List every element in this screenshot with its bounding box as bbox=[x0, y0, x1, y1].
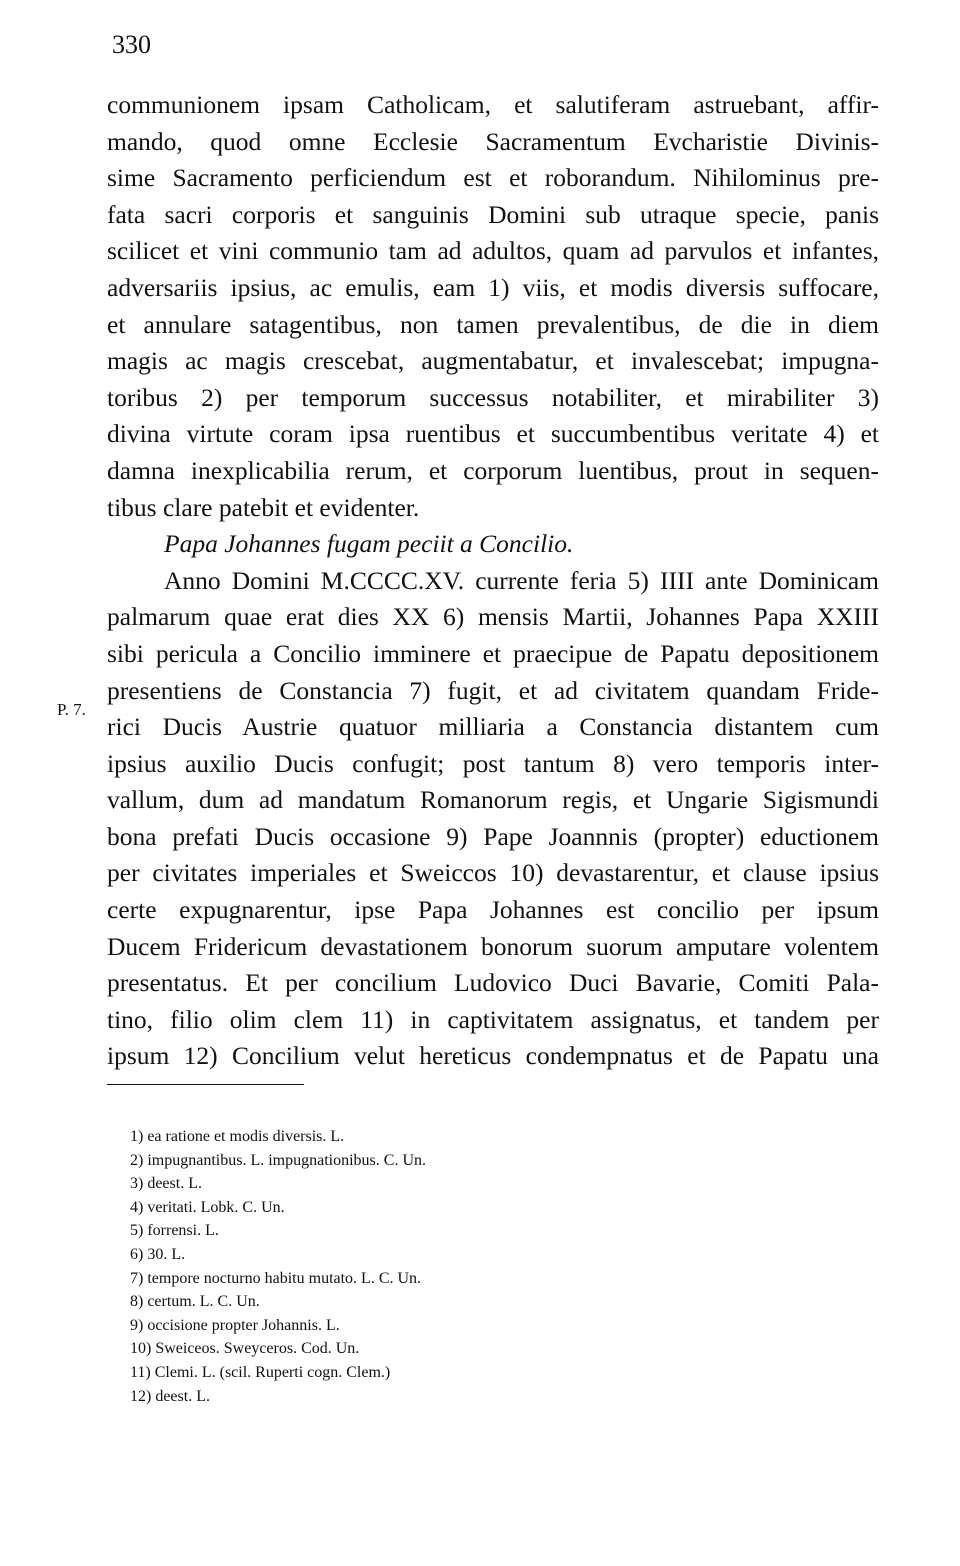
footnote: 10) Sweiceos. Sweyceros. Cod. Un. bbox=[130, 1340, 360, 1358]
text-line: ipsius auxilio Ducis confugit; post tantum 8) vero temporis inter- bbox=[107, 748, 879, 778]
text-line: tino, filio olim clem 11) in captivitatem assignatus, et tandem per bbox=[107, 1004, 879, 1034]
text-line: toribus 2) per temporum successus notabiliter, et mirabiliter 3) bbox=[107, 382, 879, 412]
footnote: 11) Clemi. L. (scil. Ruperti cogn. Clem.) bbox=[130, 1363, 391, 1381]
text-line: palmarum quae erat dies XX 6) mensis Martii, Johannes Papa XXIII bbox=[107, 602, 879, 632]
text-line: damna inexplicabilia rerum, et corporum luentibus, prout in sequen- bbox=[107, 455, 879, 485]
text-line: magis ac magis crescebat, augmentabatur, et invalescebat; impugna- bbox=[107, 346, 879, 376]
text-line: Ducem Fridericum devastationem bonorum suorum amputare volentem bbox=[107, 931, 879, 961]
footnote-divider bbox=[107, 1084, 304, 1085]
footnote: 8) certum. L. C. Un. bbox=[130, 1293, 260, 1311]
footnote: 1) ea ratione et modis diversis. L. bbox=[130, 1128, 345, 1145]
text-line: scilicet et vini communio tam ad adultos, quam ad parvulos et infantes, bbox=[107, 236, 879, 266]
text-line: adversariis ipsius, ac emulis, eam 1) viis, et modis diversis suffocare, bbox=[107, 272, 879, 302]
text-line: vallum, dum ad mandatum Romanorum regis, et Ungarie Sigismundi bbox=[107, 785, 879, 815]
text-line: sibi pericula a Concilio imminere et praecipue de Papatu depositionem bbox=[107, 638, 879, 668]
footnote: 2) impugnantibus. L. impugnationibus. C. Un. bbox=[130, 1151, 426, 1169]
text-line: ipsum 12) Concilium velut hereticus condempnatus et de Papatu una bbox=[107, 1041, 879, 1071]
footnote: 5) forrensi. L. bbox=[130, 1222, 219, 1240]
text-line: rici Ducis Austrie quatuor milliaria a Constancia distantem cum bbox=[107, 712, 879, 742]
text-line: et annulare satagentibus, non tamen prevalentibus, de die in diem bbox=[107, 309, 879, 339]
footnotes bbox=[130, 1125, 630, 1408]
text-line: presentatus. Et per concilium Ludovico Duci Bavarie, Comiti Pala- bbox=[107, 968, 879, 998]
text-line: tibus clare patebit et evidenter. bbox=[107, 492, 420, 522]
text-line: bona prefati Ducis occasione 9) Pape Joannnis (propter) eductionem bbox=[107, 821, 879, 851]
footnote: 9) occisione propter Johannis. L. bbox=[130, 1316, 340, 1334]
text-line: certe expugnarentur, ipse Papa Johannes est concilio per ipsum bbox=[107, 895, 879, 925]
text-line: Anno Domini M.CCCC.XV. currente feria 5) IIII ante Dominicam bbox=[164, 565, 879, 595]
footnote: 12) deest. L. bbox=[130, 1387, 210, 1405]
text-line: per civitates imperiales et Sweiccos 10) devastarentur, et clause ipsius bbox=[107, 858, 879, 888]
text-line: fata sacri corporis et sanguinis Domini sub utraque specie, panis bbox=[107, 199, 879, 229]
footnote: 6) 30. L. bbox=[130, 1245, 186, 1263]
page-number: 330 bbox=[112, 30, 151, 59]
text-line: divina virtute coram ipsa ruentibus et succumbentibus veritate 4) et bbox=[107, 419, 879, 449]
footnote: 4) veritati. Lobk. C. Un. bbox=[130, 1198, 285, 1216]
margin-note: P. 7. bbox=[57, 700, 86, 719]
text-line: presentiens de Constancia 7) fugit, et ad civitatem quandam Fride- bbox=[107, 675, 879, 705]
text-line: communionem ipsam Catholicam, et salutiferam astruebant, affir- bbox=[107, 90, 879, 119]
text-line: mando, quod omne Ecclesie Sacramentum Evcharistie Divinis- bbox=[107, 126, 879, 156]
text-line: sime Sacramento perficiendum est et roborandum. Nihilominus pre- bbox=[107, 163, 879, 193]
main-text bbox=[107, 87, 879, 1075]
footnote: 7) tempore nocturno habitu mutato. L. C. Un. bbox=[130, 1269, 422, 1287]
section-heading: Papa Johannes fugam peciit a Concilio. bbox=[164, 529, 574, 559]
footnote: 3) deest. L. bbox=[130, 1175, 202, 1193]
